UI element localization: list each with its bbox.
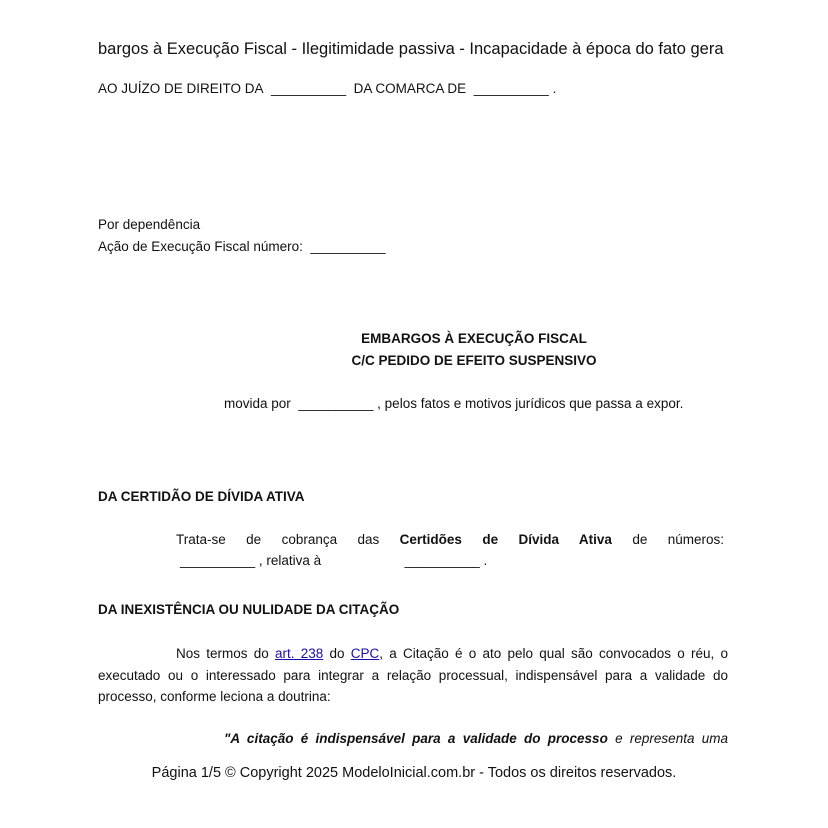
citacao-paragraph-line3: processo, conforme leciona a doutrina: (98, 689, 331, 704)
citacao-paragraph-line2: executado ou o interessado para integrar a relação processual, indispensável para a validade do (98, 668, 728, 683)
certidao-relativa: , relativa à (258, 553, 322, 568)
doctrine-quote-line (224, 731, 728, 746)
tax-blank: __________ (404, 553, 480, 568)
plaintiff-blank: __________ (298, 396, 374, 411)
doctrine-quote-bold: "A citação é indispensável para a validade do processo (224, 731, 608, 746)
certidao-paragraph-line1 (176, 532, 724, 547)
section-heading-certidao: DA CERTIDÃO DE DÍVIDA ATIVA (98, 489, 305, 504)
address-line (98, 81, 556, 96)
citacao-text-b: do (329, 646, 345, 661)
address-prefix: AO JUÍZO DE DIREITO DA (98, 81, 264, 96)
certidao-text-end: de números: (632, 532, 724, 547)
document-title-line1: EMBARGOS À EXECUÇÃO FISCAL (361, 331, 587, 346)
document-header-title: bargos à Execução Fiscal - Ilegitimidade passiva - Incapacidade à época do fato gera (98, 40, 724, 58)
address-middle: DA COMARCA DE (353, 81, 467, 96)
citacao-text-a: Nos termos do (176, 646, 269, 661)
citacao-paragraph-line1 (176, 646, 728, 661)
execution-number-line (98, 239, 385, 254)
intro-prefix: movida por (224, 396, 291, 411)
court-blank: __________ (271, 81, 347, 96)
section-heading-citacao: DA INEXISTÊNCIA OU NULIDADE DA CITAÇÃO (98, 602, 400, 617)
address-end: . (552, 81, 557, 96)
intro-suffix: , pelos fatos e motivos jurídicos que passa a expor. (377, 396, 684, 411)
certidao-text-bold: Certidões de Dívida Ativa (399, 532, 612, 547)
dependency-line: Por dependência (98, 217, 201, 232)
certidao-text-start: Trata-se de cobrança das (176, 532, 380, 547)
intro-line (224, 396, 683, 411)
district-blank: __________ (473, 81, 549, 96)
cda-numbers-blank: __________ (180, 553, 256, 568)
execution-number-blank: __________ (310, 239, 386, 254)
link-cpc[interactable]: CPC (350, 646, 380, 661)
execution-number-label: Ação de Execução Fiscal número: (98, 239, 303, 254)
doctrine-quote-rest: e representa uma (615, 731, 729, 746)
document-title-line2: C/C PEDIDO DE EFEITO SUSPENSIVO (351, 353, 597, 368)
certidao-paragraph-line2 (180, 553, 487, 568)
link-art-238[interactable]: art. 238 (274, 646, 324, 661)
certidao-period: . (483, 553, 488, 568)
page-footer: Página 1/5 © Copyright 2025 ModeloInicial.com.br - Todos os direitos reservados. (151, 765, 677, 781)
citacao-text-c: , a Citação é o ato pelo qual são convocados o réu, o (379, 646, 728, 661)
